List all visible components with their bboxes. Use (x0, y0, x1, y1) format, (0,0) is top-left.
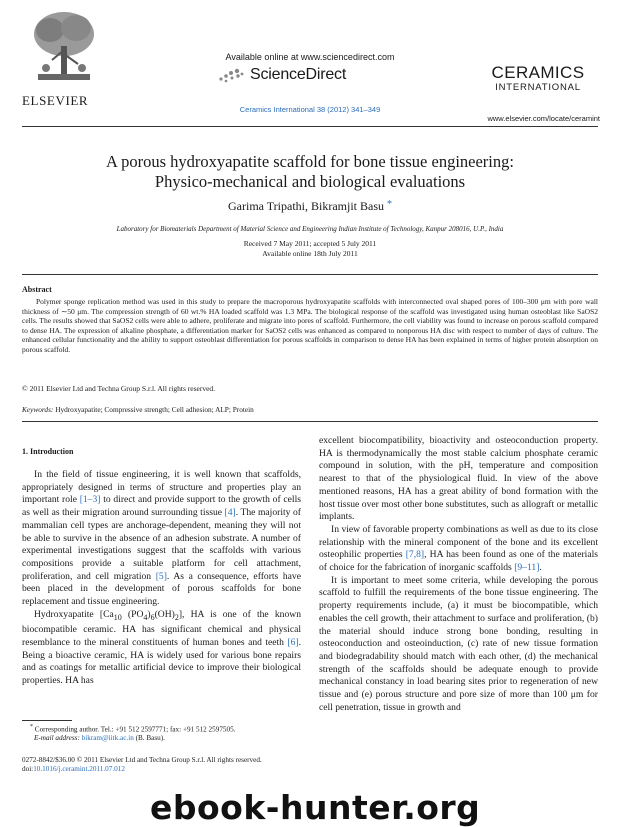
doi-line: doi:10.1016/j.ceramint.2011.07.012 (22, 765, 125, 773)
publisher-name: ELSEVIER (22, 93, 89, 108)
citation-link[interactable]: [4] (224, 507, 236, 519)
header-divider (22, 126, 598, 127)
author-list (40, 199, 580, 214)
sciencedirect-logo (218, 64, 388, 86)
citation-link[interactable]: [9–11] (514, 562, 540, 574)
citation-link[interactable]: [7,8] (405, 549, 425, 561)
right-column (319, 435, 598, 714)
watermark-text: ebook-hunter.org (150, 788, 481, 827)
article-dates (40, 239, 580, 258)
citation-link[interactable]: [5] (155, 570, 167, 582)
intro-paragraph-1: In the field of tissue engineering, it is well known that scaffolds, appropriately designed in terms of structure and properties play an important role [1–3] to direct and provide support to the growth of cells as well as their migration around surrounding tissue [4]. The majority of mammalian cell types are anchorage-dependent, meaning they will not be able to survive in the absence of an adhesion substrate. A number of experimental investigations suggest that the scaffolds with various compositions provide a suitable platform for cell attachment, proliferation, and cell migration [5]. As a consequence, efforts have been placed in the development of porous scaffolds for bone replacement and tissue engineering. (22, 469, 301, 608)
sciencedirect-wordmark: ScienceDirect (250, 66, 347, 83)
title-line-1: A porous hydroxyapatite scaffold for bone tissue engineering: (106, 152, 514, 171)
intro-paragraph-5: It is important to meet some criteria, while developing the porous scaffold to fulfill the requirements of the bone tissue engineering. The property requirements include, (a) it must be biocompatible, which enables the cell growth, their attachment to surface and proliferation, (b) the material should induce strong bone bonding, resulting in osteoconduction and osteoinduction, (c) rate of new tissue formation and biodegradability should match with each other, (d) the mechanical strength of the scaffolds should be adequate enough to provide mechanical constancy in load bearing sites prior to regeneration of new tissue and (e) porous structure and pore size of more than 100 μm for cell penetration, tissue in growth and (319, 574, 598, 713)
journal-logo (478, 64, 598, 94)
keywords (22, 405, 254, 414)
title-line-2: Physico-mechanical and biological evaluations (154, 172, 466, 191)
intro-paragraph-2: Hydroxyapatite [$Ca_{10}$ $(PO_4)_6(OH)_2$], HA is one of the known biocompatible ceramic. HA has significant chemical and physical resemblance to the mineral constituents of human bones and teeth [6]. Being a bioactive ceramic, HA is widely used for various bone repairs and as coatings for metallic artificial device to improve their biological properties. HA has (22, 608, 302, 687)
abstract-body: Polymer sponge replication method was used in this study to prepare the macroporous hydroxyapatite scaffolds with interconnected oval shaped pores of 100–300 μm with pore wall thickness of ∼50 μm. The compression strength of 60 wt.% HA loaded scaffold was 1.3 MPa. The biological response of the scaffold was investigated using human osteoblast like SaOS2 cells. The results showed that SaOS2 cells were able to adhere, proliferate and migrate into pores of scaffold. Furthermore, the cell viability was found to increase on porous scaffold compared to dense HA. The expression of alkaline phosphate, a differentiation marker for SaOS2 cells was enhanced as compared to nonporous HA disc with respect to number of days of culture. The enhanced cellular functionality and the ability to support osteoblast differentiation for porous scaffolds in comparison to dense HA has been explained in terms of higher protein absorption on porous scaffold. (22, 297, 598, 354)
authors-text: Garima Tripathi, Bikramjit Basu (228, 199, 384, 213)
keywords-label: Keywords: (22, 405, 54, 414)
journal-name-line2: INTERNATIONAL (495, 82, 581, 93)
corresponding-author-mark[interactable]: * (387, 199, 392, 210)
journal-reference-link[interactable]: Ceramics International 38 (2012) 341–349 (239, 105, 381, 114)
received-date: Received 7 May 2011; accepted 5 July 2011 (243, 239, 377, 248)
author-email-link[interactable]: bikram@iitk.ac.in (81, 734, 134, 743)
abstract-copyright: © 2011 Elsevier Ltd and Techna Group S.r.l. All rights reserved. (22, 384, 216, 393)
corresponding-author-footnote: * Corresponding author. Tel.: +91 512 2597771; fax: +91 512 2597505. E-mail address: bikram@iitk.ac.in (B. Basu). (30, 724, 236, 743)
doi-link[interactable]: 10.1016/j.ceramint.2011.07.012 (33, 765, 125, 773)
abstract-heading: Abstract (22, 285, 52, 294)
elsevier-tree-logo-icon (28, 8, 100, 88)
article-title (40, 152, 580, 192)
online-date: Available online 18th July 2011 (262, 248, 358, 258)
footnote-divider (22, 720, 72, 721)
keywords-list: Hydroxyapatite; Compressive strength; Cell adhesion; ALP; Protein (55, 405, 254, 414)
citation-link[interactable]: [1–3] (79, 494, 101, 506)
intro-paragraph-3: excellent biocompatibility, bioactivity and osteoconduction property. HA is thermodynamically the most stable calcium phosphate ceramic compound in solution, with the pH, temperature and composition nearest to that of the physiological fluid. In view of the above mentioned reasons, HA has a great ability of bond formation with the host tissue over most other bone substitutes, such as allograft or metallic implants. (319, 435, 598, 523)
sciencedirect-dots-icon (218, 67, 244, 83)
available-online-text: Available online at www.sciencedirect.com (225, 52, 395, 62)
affiliation: Laboratory for Biomaterials Department of Material Science and Engineering Indian Institute of Technology, Kanpur 208016, U.P., India (116, 225, 504, 233)
journal-url-link[interactable]: www.elsevier.com/locate/ceramint (487, 114, 600, 123)
abstract-bottom-divider (22, 421, 598, 422)
left-column (22, 469, 301, 688)
abstract-top-divider (22, 274, 598, 275)
intro-paragraph-4: In view of favorable property combinations as well as due to its close relationship with the mineral component of the bone and its excellent osteophilic properties [7,8], HA has been found as one of the materials of choice for the fabrication of inorganic scaffolds [9–11]. (319, 523, 598, 574)
citation-link[interactable]: [6] (287, 637, 299, 649)
section-heading-introduction: 1. Introduction (22, 447, 74, 456)
article-footer (22, 756, 322, 774)
journal-name-line1: CERAMICS (491, 63, 585, 82)
issn-line: 0272-8842/$36.00 © 2011 Elsevier Ltd and Techna Group S.r.l. All rights reserved. (22, 756, 262, 764)
